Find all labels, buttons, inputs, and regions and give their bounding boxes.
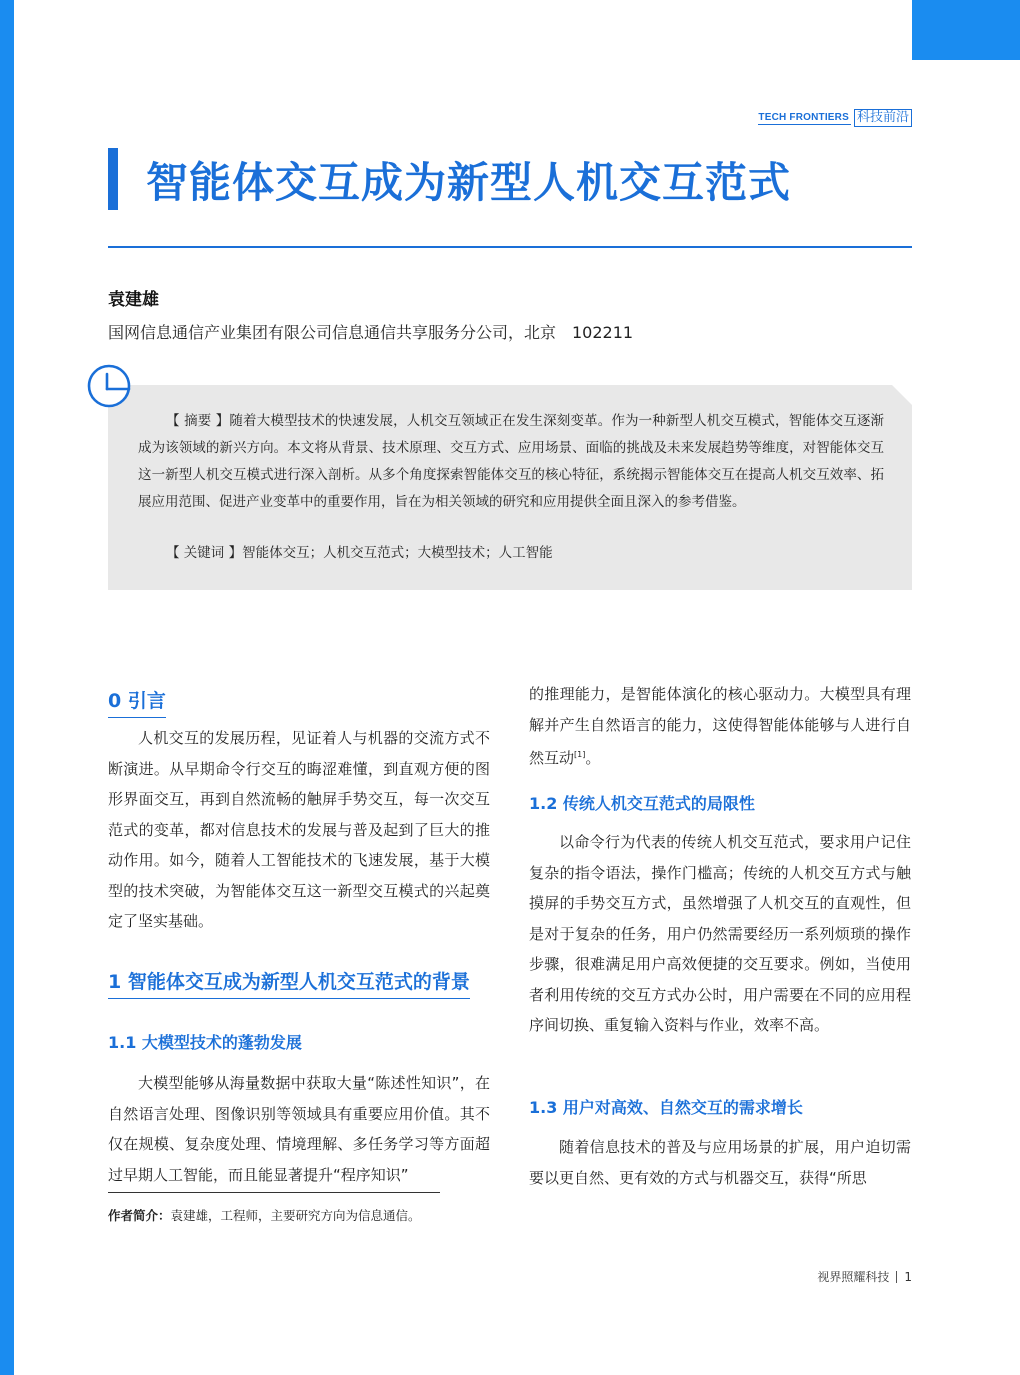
section-1-1-heading: 1.1 大模型技术的蓬勃发展 — [108, 1033, 302, 1052]
section-tag-en: TECH FRONTIERS — [758, 111, 849, 123]
section-1-1-cont-text: 的推理能力，是智能体演化的核心驱动力。大模型具有理解并产生自然语言的能力，这使得智能体能够与人进行自然互动 — [529, 685, 911, 767]
citation-1[interactable]: [1] — [574, 750, 586, 759]
footer-separator — [896, 1271, 897, 1283]
section-tag — [758, 109, 912, 127]
article-title: 智能体交互成为新型人机交互范式 — [146, 158, 792, 207]
footnote-divider — [108, 1192, 440, 1193]
title-marker — [108, 148, 118, 210]
left-accent-bar — [0, 0, 14, 1375]
journal-name: 视界照耀科技 — [817, 1270, 890, 1284]
author-affiliation: 国网信息通信产业集团有限公司信息通信共享服务分公司，北京 102211 — [108, 323, 634, 342]
section-0-heading: 0 引言 — [108, 686, 166, 718]
author-bio — [108, 1206, 421, 1224]
section-1-1-paragraph: 大模型能够从海量数据中获取大量“陈述性知识”，在自然语言处理、图像识别等领域具有重要应用价值。其不仅在规模、复杂度处理、情境理解、多任务学习等方面超过早期人工智能，而且能显著提升“程序知识” — [108, 1074, 490, 1184]
section-1-heading: 1 智能体交互成为新型人机交互范式的背景 — [108, 967, 470, 999]
title-divider — [108, 246, 912, 248]
section-1-1-paragraph-cont — [529, 679, 911, 774]
author-name: 袁建雄 — [108, 290, 159, 310]
section-1-1-cont-end: 。 — [585, 749, 601, 767]
page-footer — [817, 1268, 912, 1285]
section-1-2-paragraph: 以命令行为代表的传统人机交互范式，要求用户记住复杂的指令语法，操作门槛高；传统的人机交互方式与触摸屏的手势交互方式，虽然增强了人机交互的直观性，但是对于复杂的任务，用户仍然需要经历一系列烦琐的操作步骤，很难满足用户高效便捷的交互要求。例如，当使用者利用传统的交互方式办公时，用户需要在不同的应用程序间切换、重复输入资料与作业，效率不高。 — [529, 833, 911, 1034]
author-bio-text: 袁建雄，工程师，主要研究方向为信息通信。 — [170, 1208, 421, 1223]
section-1-3-paragraph: 随着信息技术的普及与应用场景的扩展，用户迫切需要以更自然、更有效的方式与机器交互，获得“所思 — [529, 1138, 911, 1187]
section-1-2-heading: 1.2 传统人机交互范式的局限性 — [529, 794, 755, 813]
page-number: 1 — [904, 1269, 912, 1284]
corner-accent-block — [912, 0, 1020, 60]
abstract-text: 【 摘要 】随着大模型技术的快速发展，人机交互领域正在发生深刻变革。作为一种新型人机交互模式，智能体交互逐渐成为该领域的新兴方向。本文将从背景、技术原理、交互方式、应用场景、面临的挑战及未来发展趋势等维度，对智能体交互这一新型人机交互模式进行深入剖析。从多个角度探索智能体交互的核心特征，系统揭示智能体交互在提高人机交互效率、拓展应用范围、促进产业变革中的重要作用，旨在为相关领域的研究和应用提供全面且深入的参考借鉴。 — [138, 413, 884, 510]
clock-icon — [85, 362, 133, 410]
keywords: 【 关键词 】智能体交互；人机交互范式；大模型技术；人工智能 — [166, 545, 553, 561]
section-1-3-heading: 1.3 用户对高效、自然交互的需求增长 — [529, 1098, 803, 1117]
author-bio-label: 作者简介： — [108, 1208, 171, 1223]
section-tag-cn: 科技前沿 — [854, 109, 912, 127]
section-0-paragraph: 人机交互的发展历程，见证着人与机器的交流方式不断演进。从早期命令行交互的晦涩难懂，到直观方便的图形界面交互，再到自然流畅的触屏手势交互，每一次交互范式的变革，都对信息技术的发展与普及起到了巨大的推动作用。如今，随着人工智能技术的飞速发展，基于大模型的技术突破，为智能体交互这一新型交互模式的兴起奠定了坚实基础。 — [108, 729, 490, 930]
